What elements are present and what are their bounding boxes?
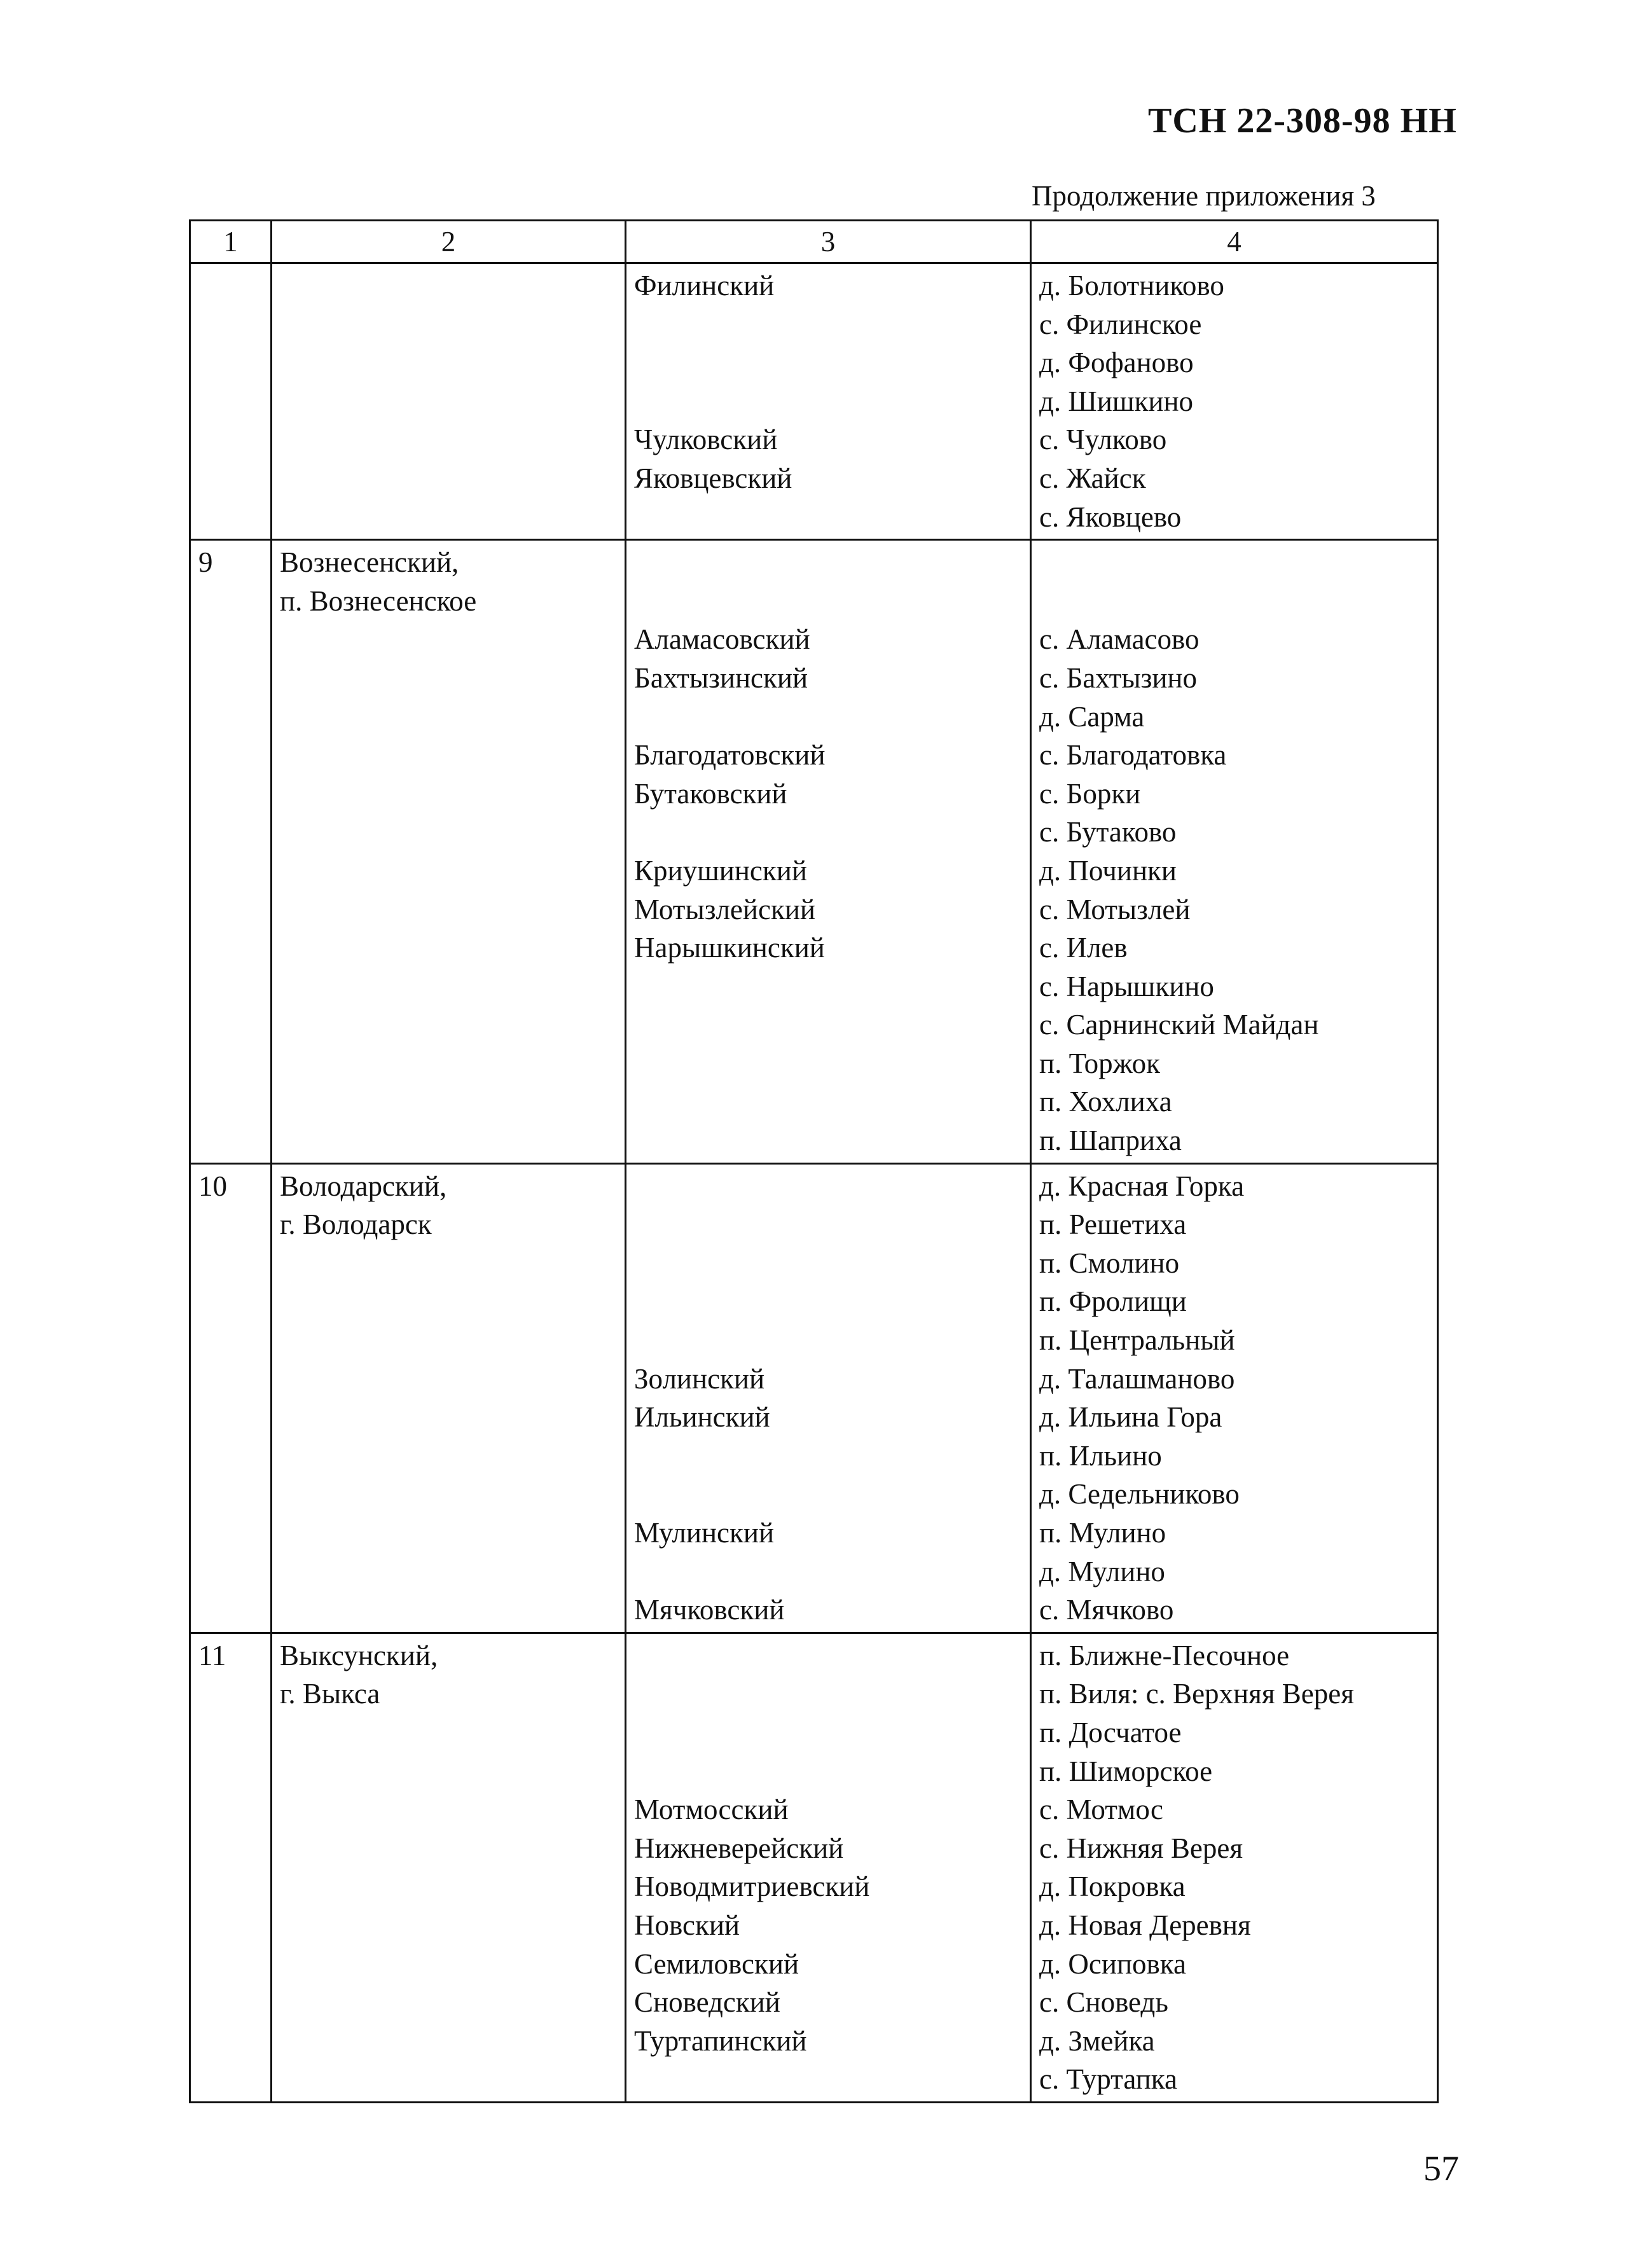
settlement-name: с. Мотызлей [1039,893,1191,925]
council-name: Бахтызинский [634,661,808,694]
settlement-name [1039,543,1429,582]
settlement-name: д. Болотниково [1039,270,1224,301]
council-name [634,1244,1022,1283]
settlement-name: с. Яковцево [1039,501,1182,533]
row-number-cell: 10 [190,1163,272,1633]
council-name [634,1437,1022,1476]
council-name: Новодмитриевский [634,1870,870,1903]
council-name [634,343,1022,382]
council-name: Туртапинский [634,2024,807,2057]
council-name: Мячковский [634,1594,785,1626]
table-row [190,540,1438,1164]
district-cell [272,263,626,540]
settlement-name: д. Ильина Гора [1039,1401,1222,1434]
district-cell [272,1633,626,2102]
settlement-name: п. Смолино [1039,1247,1180,1279]
settlement-name: д. Змейка [1039,2024,1155,2057]
settlement-name: с. Жайск [1039,462,1146,494]
district-line: п. Вознесенское [280,584,477,617]
council-name [634,1752,1022,1791]
settlement-name: п. Решетиха [1039,1208,1187,1241]
council-name: Яковцевский [634,462,792,494]
settlement-name: д. Покровка [1039,1870,1186,1903]
settlement-name: д. Фофаново [1039,347,1194,379]
settlement-name [1039,582,1429,621]
council-name [634,1167,1022,1206]
settlement-name: с. Мячково [1039,1594,1174,1626]
council-name [634,582,1022,621]
council-name [634,543,1022,582]
council-name: Семиловский [634,1947,799,1980]
council-name: Мотмосский [634,1794,789,1826]
council-name [634,305,1022,344]
column-number-row [190,221,1438,263]
settlement-name: п. Досчатое [1039,1716,1182,1748]
settlement-name: с. Сноведь [1039,1986,1168,2019]
council-name: Мулинский [634,1517,775,1549]
settlement-name: с. Филинское [1039,308,1202,340]
district-line: г. Володарск [280,1208,432,1241]
district-line: г. Выкса [280,1678,380,1710]
settlement-name: д. Починки [1039,854,1177,887]
settlement-name: д. Красная Горка [1039,1170,1245,1202]
settlement-name: с. Мотмос [1039,1794,1164,1826]
settlement-name: с. Чулково [1039,424,1167,456]
settlement-name: п. Мулино [1039,1517,1166,1549]
table-row [190,263,1438,540]
council-name: Аламасовский [634,623,810,656]
document-code-header: ТСН 22-308-98 НН [1148,101,1457,141]
table-row [190,1633,1438,2102]
council-name [634,2060,1022,2099]
settlement-name: п. Центральный [1039,1324,1235,1357]
settlement-name: п. Ильино [1039,1439,1162,1472]
council-name: Чулковский [634,424,778,456]
settlement-name: с. Туртапка [1039,2063,1177,2096]
council-name [634,1082,1022,1121]
council-name [634,1205,1022,1244]
settlement-name: п. Ближне-Песочное [1039,1639,1290,1671]
council-name [634,1713,1022,1752]
settlement-name: д. Шишкино [1039,385,1194,417]
settlement-name: д. Новая Деревня [1039,1909,1251,1941]
council-name: Криушинский [634,854,807,887]
council-name: Сноведский [634,1986,780,2019]
council-name [634,698,1022,736]
row-number-cell: 11 [190,1633,272,2102]
column-header-2: 2 [272,221,626,263]
council-cell [626,1163,1031,1633]
settlement-name: д. Мулино [1039,1555,1165,1587]
table-row [190,1163,1438,1633]
column-header-3: 3 [626,221,1031,263]
council-name [634,1636,1022,1675]
settlement-name: п. Торжок [1039,1047,1161,1079]
district-cell [272,540,626,1164]
settlement-name: д. Осиповка [1039,1947,1186,1980]
settlement-name: с. Нижняя Верея [1039,1832,1243,1864]
council-name: Золинский [634,1362,765,1395]
council-name: Филинский [634,270,775,301]
settlement-name: п. Шаприха [1039,1124,1182,1157]
settlement-name: п. Хохлиха [1039,1086,1172,1118]
council-name [634,1475,1022,1514]
settlement-cell [1031,540,1438,1164]
appendix-table [189,219,1439,2103]
council-name [634,382,1022,421]
settlement-name: д. Сарма [1039,700,1145,733]
continuation-label: Продолжение приложения 3 [1032,180,1376,212]
settlement-name: д. Седельниково [1039,1478,1240,1511]
council-cell [626,1633,1031,2102]
settlement-name: п. Шиморское [1039,1755,1213,1787]
settlement-name: с. Нарышкино [1039,970,1214,1002]
council-name [634,967,1022,1006]
row-number-cell: 9 [190,540,272,1164]
settlement-name: с. Бутаково [1039,816,1177,848]
district-cell [272,1163,626,1633]
council-name [634,498,1022,537]
settlement-name: с. Аламасово [1039,623,1200,656]
column-header-1: 1 [190,221,272,263]
council-name [634,1282,1022,1321]
settlement-name: с. Бахтызино [1039,661,1198,694]
district-line: Выксунский, [280,1639,438,1671]
council-name [634,1321,1022,1360]
table-body [190,263,1438,2103]
council-name: Благодатовский [634,739,826,771]
table-header [190,221,1438,263]
council-name: Бутаковский [634,777,787,810]
settlement-name: с. Благодатовка [1039,739,1227,771]
council-name: Нарышкинский [634,932,825,964]
row-number-cell [190,263,272,540]
settlement-cell [1031,1633,1438,2102]
district-line: Володарский, [280,1170,447,1202]
council-cell [626,540,1031,1164]
council-cell [626,263,1031,540]
council-name [634,813,1022,852]
council-name: Нижневерейский [634,1832,844,1864]
settlement-name: п. Виля: с. Верхняя Верея [1039,1678,1354,1710]
council-name [634,1044,1022,1083]
council-name [634,1675,1022,1713]
council-name [634,1552,1022,1591]
council-name [634,1121,1022,1160]
settlement-name: с. Сарнинский Майдан [1039,1009,1319,1041]
settlement-name: д. Талашманово [1039,1362,1235,1395]
settlement-name: с. Борки [1039,777,1141,810]
council-name: Ильинский [634,1401,770,1434]
page-number: 57 [1423,2149,1459,2188]
council-name: Новский [634,1909,740,1941]
settlement-name: с. Илев [1039,932,1128,964]
council-name [634,1006,1022,1044]
settlement-cell [1031,1163,1438,1633]
settlement-name: п. Фролищи [1039,1285,1187,1318]
council-name: Мотызлейский [634,893,815,925]
column-header-4: 4 [1031,221,1438,263]
district-line: Вознесенский, [280,546,459,579]
settlement-cell [1031,263,1438,540]
